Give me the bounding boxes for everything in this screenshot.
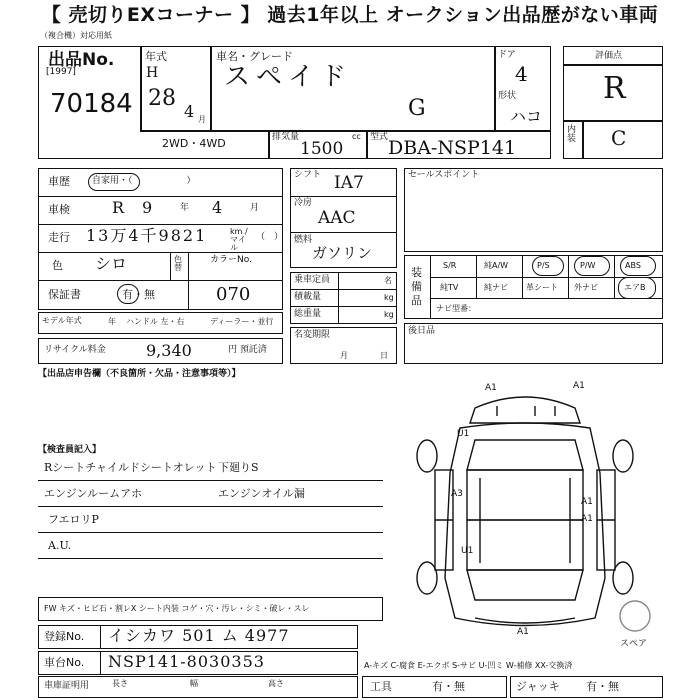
- ac-value: AAC: [318, 208, 356, 228]
- nav-model-label: ナビ型番：: [436, 304, 476, 313]
- lot-year-stamp: [1997]: [46, 67, 76, 77]
- inspector-note-6: エンジンオイル漏: [218, 487, 305, 500]
- sales-point-label: セールスポイント: [408, 170, 480, 180]
- history-selected-circle: [88, 173, 140, 191]
- fuel-label: 燃料: [294, 235, 313, 245]
- equipment-label: 装備品: [411, 266, 422, 307]
- later-items-label: 後日品: [408, 326, 436, 336]
- score-value: R: [603, 71, 626, 106]
- name-change-label: 名変期限: [294, 330, 331, 340]
- pw-selected-circle: [574, 256, 610, 276]
- interior-value: C: [611, 126, 627, 150]
- color-label: 色: [52, 259, 63, 272]
- registration-value: イシカワ 501 ム 4977: [108, 626, 290, 645]
- model-year-label: モデル年式: [42, 316, 82, 325]
- shift-value: IA7: [334, 173, 364, 193]
- inspector-note-1: Rシートチャイルドシートオレット: [44, 461, 217, 474]
- body-shape-value: ハコ: [510, 107, 543, 126]
- capacity-unit: 名: [384, 276, 392, 285]
- inspector-label: 【検査員記入】: [38, 445, 102, 455]
- damage-legend: A-キズ C-腐食 E-エクボ S-サビ U-凹ミ W-補修 XX-交換済: [364, 661, 573, 670]
- warranty-options: 有・無: [122, 288, 155, 301]
- year-label: 年式: [145, 50, 167, 63]
- equip-sr: S/R: [443, 261, 457, 270]
- load-unit: kg: [384, 293, 394, 302]
- chassis-value: NSP141-8030353: [108, 652, 265, 671]
- doors-label: ドア: [498, 50, 516, 60]
- doors-value: 4: [515, 62, 528, 86]
- name-change-month: 月: [340, 351, 348, 360]
- damage-codes: FW キズ・ヒビ石・割レX シート内装 コゲ・穴・汚レ・シミ・破レ・スレ: [44, 604, 310, 613]
- ps-selected-circle: [532, 256, 564, 276]
- inspection-label: 車検: [48, 203, 70, 216]
- mark-a1-top-right: A1: [573, 381, 585, 391]
- mark-a1-right: A1: [581, 497, 593, 507]
- car-damage-diagram: [405, 378, 655, 638]
- drive-text: 2WD・4WD: [162, 137, 226, 150]
- color-repaint-label: 色替: [174, 255, 182, 272]
- displacement-value: 1500: [300, 139, 344, 159]
- model-name: スペイド: [224, 62, 353, 92]
- airbag-selected-circle: [618, 277, 656, 299]
- lot-label: 出品No.: [48, 50, 115, 70]
- inspector-note-5: 下廻りS: [218, 461, 259, 474]
- chassis-label: 車台No.: [44, 656, 85, 669]
- mark-u1: U1: [457, 429, 470, 439]
- inspection-year-unit: 年: [180, 203, 190, 213]
- ownership-label: 車庫証明用: [44, 681, 90, 691]
- model-year-unit: 年: [108, 317, 116, 326]
- year-month-suffix: 月: [198, 115, 206, 124]
- equip-leather: 革シート: [526, 283, 558, 292]
- ac-label: 冷房: [294, 198, 313, 208]
- color-no-value: 070: [216, 284, 251, 305]
- equip-abs: ABS: [625, 261, 641, 270]
- history-label: 車歴: [48, 175, 70, 188]
- recycle-unit: 円 預託済: [228, 345, 267, 355]
- year-month: 4: [184, 102, 195, 121]
- equip-ps: P/S: [537, 261, 550, 270]
- warranty-label: 保証書: [48, 288, 81, 301]
- mileage-unit: km / マイル: [230, 227, 248, 252]
- model-label: 車名・グレード: [216, 50, 293, 63]
- weight-label: 総重量: [294, 309, 322, 319]
- equip-ext-nav: 外ナビ: [574, 283, 598, 292]
- weight-unit: kg: [384, 310, 394, 319]
- equip-airbag: エアB: [624, 283, 646, 292]
- interior-label: 内装: [567, 125, 577, 144]
- model-grade: G: [408, 96, 426, 121]
- sales-point-box: [404, 168, 663, 252]
- mileage-label: 走行: [48, 231, 70, 244]
- inspection-month: 4: [212, 198, 223, 217]
- later-items-box: [404, 323, 663, 364]
- mileage-value: 13万4千9821: [86, 226, 208, 245]
- equip-pw: P/W: [580, 261, 596, 270]
- lot-number: 70184: [50, 89, 133, 119]
- inspection-year: 9: [142, 198, 153, 217]
- ownership-width: 幅: [190, 679, 198, 688]
- color-no-label: カラーNo.: [210, 255, 252, 265]
- capacity-label: 乗車定員: [294, 275, 331, 285]
- history-options: 自家用・（ ）: [92, 176, 196, 186]
- body-shape-label: 形状: [498, 91, 517, 101]
- inspection-era: R: [112, 198, 125, 217]
- displacement-unit: cc: [352, 132, 361, 141]
- inspector-note-4: A.U.: [48, 539, 72, 552]
- load-label: 積載量: [294, 292, 322, 302]
- equip-alloy: 純A/W: [484, 261, 509, 270]
- warranty-selected-circle: [117, 284, 139, 304]
- ownership-height: 高さ: [268, 679, 284, 688]
- spare-label: スペア: [620, 639, 648, 649]
- handle-side: ハンドル 左・右: [126, 317, 185, 326]
- equip-nav: 純ナビ: [484, 283, 508, 292]
- score-label: 評価点: [595, 51, 623, 61]
- name-change-day: 日: [380, 351, 388, 360]
- equip-tv: 純TV: [440, 283, 459, 292]
- jack-value: 有・無: [586, 680, 619, 693]
- year-era: H: [146, 65, 159, 81]
- tools-value: 有・無: [432, 680, 465, 693]
- jack-label: ジャッキ: [516, 680, 560, 693]
- mark-a3: A3: [451, 489, 463, 499]
- mark-a1-right-lower: A1: [581, 514, 593, 524]
- seller-notes-label: 【出品店申告欄（不良箇所・欠品・注意事項等）】: [38, 369, 241, 379]
- abs-selected-circle: [620, 256, 656, 276]
- mark-u1-lower: U1: [461, 546, 474, 556]
- type-label: 型式: [370, 132, 389, 142]
- form-subtitle: （複合機）対応用紙: [40, 31, 112, 40]
- mileage-note: （ ）: [256, 232, 284, 242]
- dealer-type: ディーラー・並行: [210, 317, 274, 326]
- mark-a1-bottom: A1: [517, 627, 529, 637]
- inspector-note-3: フエロリP: [48, 513, 99, 526]
- color-value: シロ: [95, 254, 128, 273]
- tools-label: 工具: [370, 680, 392, 693]
- recycle-label: リサイクル料金: [44, 345, 106, 355]
- year-value: 28: [148, 86, 176, 111]
- ownership-length: 長さ: [112, 679, 128, 688]
- displacement-label: 排気量: [272, 132, 300, 142]
- banner-title: 【 売切りEXコーナー 】 過去1年以上 オークション出品歴がない車両: [0, 0, 700, 30]
- fuel-value: ガソリン: [312, 244, 373, 262]
- recycle-value: 9,340: [146, 341, 192, 360]
- inspector-note-2: エンジンルームアホ: [44, 487, 143, 500]
- shift-label: シフト: [294, 170, 322, 180]
- registration-label: 登録No.: [44, 630, 85, 643]
- mark-a1-top-left: A1: [485, 383, 497, 393]
- inspection-month-unit: 月: [250, 203, 260, 213]
- type-value: DBA-NSP141: [388, 137, 517, 159]
